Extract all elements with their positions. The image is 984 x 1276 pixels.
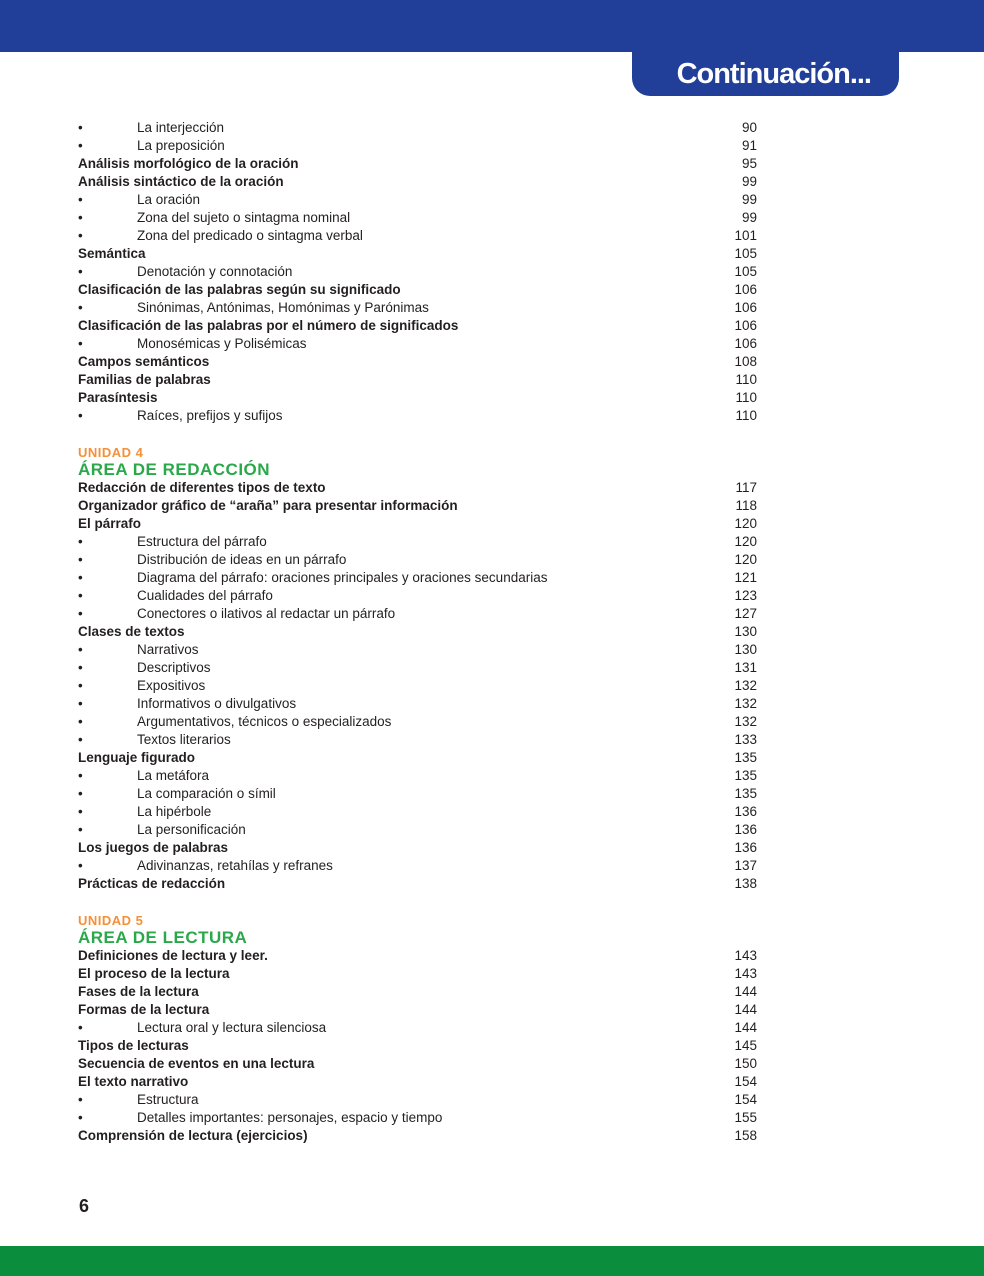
unit-section (78, 913, 778, 1145)
toc-entry-page: 123 (734, 588, 757, 603)
unit-section (78, 445, 778, 893)
toc-entry-page: 105 (734, 246, 757, 261)
bullet-icon: • (78, 642, 83, 657)
toc-entry-label: Detalles importantes: personajes, espacio y tiempo (137, 1110, 443, 1125)
bullet-icon: • (78, 606, 83, 621)
toc-subentry (78, 1109, 778, 1127)
bullet-icon: • (78, 660, 83, 675)
toc-entry (78, 965, 778, 983)
toc-entry-label: Parasíntesis (78, 390, 158, 405)
toc-subentry (78, 263, 778, 281)
footer-band (0, 1246, 984, 1276)
toc-entry-label: Textos literarios (137, 732, 231, 747)
bullet-icon: • (78, 210, 83, 225)
bullet-icon: • (78, 138, 83, 153)
bullet-icon: • (78, 300, 83, 315)
toc-entry-page: 130 (734, 642, 757, 657)
toc-entry-page: 106 (734, 318, 757, 333)
toc-entry-page: 136 (734, 840, 757, 855)
toc-subentry (78, 857, 778, 875)
header-band (0, 0, 984, 52)
toc-entry (78, 497, 778, 515)
toc-entry-label: Estructura del párrafo (137, 534, 267, 549)
toc-subentry (78, 641, 778, 659)
table-of-contents (78, 119, 778, 1145)
bullet-icon: • (78, 120, 83, 135)
toc-entry-page: 135 (734, 768, 757, 783)
toc-entry-label: Expositivos (137, 678, 206, 693)
page-number: 6 (79, 1196, 90, 1216)
toc-entry-label: El proceso de la lectura (78, 966, 230, 981)
bullet-icon: • (78, 804, 83, 819)
toc-subentry (78, 569, 778, 587)
toc-entry-label: La oración (137, 192, 201, 207)
bullet-icon: • (78, 588, 83, 603)
toc-entry-page: 90 (741, 120, 757, 135)
toc-entry (78, 947, 778, 965)
toc-entry-page: 143 (734, 966, 757, 981)
toc-entry-page: 132 (734, 696, 757, 711)
toc-entry-label: Lenguaje figurado (78, 750, 196, 765)
intro-toc-list (78, 119, 778, 425)
toc-entry (78, 389, 778, 407)
toc-entry-page: 158 (734, 1128, 757, 1143)
toc-entry-label: Monosémicas y Polisémicas (137, 336, 307, 351)
toc-entry-page: 133 (734, 732, 757, 747)
toc-entry-page: 99 (741, 210, 757, 225)
toc-entry-page: 138 (734, 876, 757, 891)
toc-entry-page: 120 (734, 552, 757, 567)
toc-entry-label: Organizador gráfico de “araña” para presentar información (78, 498, 458, 513)
toc-entry (78, 1055, 778, 1073)
toc-subentry (78, 1091, 778, 1109)
bullet-icon: • (78, 552, 83, 567)
toc-entry-page: 108 (734, 354, 757, 369)
toc-entry-page: 132 (734, 714, 757, 729)
toc-entry-label: Descriptivos (137, 660, 211, 675)
toc-entry-page: 117 (735, 480, 757, 495)
toc-entry-label: Cualidades del párrafo (137, 588, 273, 603)
toc-entry-label: Comprensión de lectura (ejercicios) (78, 1128, 308, 1143)
toc-entry-label: Análisis sintáctico de la oración (78, 174, 284, 189)
toc-entry-label: Argumentativos, técnicos o especializados (137, 714, 392, 729)
toc-entry-label: El párrafo (78, 516, 142, 531)
toc-entry-page: 106 (734, 282, 757, 297)
toc-entry (78, 353, 778, 371)
toc-subentry (78, 677, 778, 695)
bullet-icon: • (78, 714, 83, 729)
toc-entry-label: Semántica (78, 246, 146, 261)
bullet-icon: • (78, 822, 83, 837)
toc-subentry (78, 821, 778, 839)
toc-entry-label: Clasificación de las palabras por el número de significados (78, 318, 459, 333)
toc-entry-label: Narrativos (137, 642, 199, 657)
bullet-icon: • (78, 786, 83, 801)
toc-entry-label: La interjección (137, 120, 225, 135)
toc-entry (78, 281, 778, 299)
toc-entry (78, 839, 778, 857)
units-container (78, 445, 778, 1145)
toc-subentry (78, 119, 778, 137)
toc-entry-label: Clases de textos (78, 624, 185, 639)
toc-subentry (78, 137, 778, 155)
toc-subentry (78, 209, 778, 227)
toc-entry (78, 173, 778, 191)
toc-entry (78, 1001, 778, 1019)
toc-entry-page: 99 (741, 174, 757, 189)
toc-entry-page: 127 (734, 606, 757, 621)
toc-entry (78, 749, 778, 767)
toc-entry-label: Adivinanzas, retahílas y refranes (137, 858, 333, 873)
toc-entry-label: Redacción de diferentes tipos de texto (78, 480, 326, 495)
toc-subentry (78, 227, 778, 245)
toc-entry-page: 121 (734, 570, 757, 585)
toc-entry-page: 106 (734, 300, 757, 315)
toc-entry-page: 118 (735, 498, 757, 513)
toc-entry-label: Zona del sujeto o sintagma nominal (137, 210, 351, 225)
unit-title: ÁREA DE REDACCIÓN (78, 460, 271, 479)
bullet-icon: • (78, 678, 83, 693)
bullet-icon: • (78, 1092, 83, 1107)
toc-entry-label: Raíces, prefijos y sufijos (137, 408, 283, 423)
toc-entry-label: Fases de la lectura (78, 984, 199, 999)
toc-subentry (78, 299, 778, 317)
toc-entry (78, 875, 778, 893)
toc-entry-label: Análisis morfológico de la oración (78, 156, 299, 171)
bullet-icon: • (78, 264, 83, 279)
toc-subentry (78, 605, 778, 623)
bullet-icon: • (78, 534, 83, 549)
bullet-icon: • (78, 570, 83, 585)
toc-subentry (78, 533, 778, 551)
toc-entry-label: Denotación y connotación (137, 264, 293, 279)
unit-number-label: UNIDAD 5 (78, 913, 144, 928)
toc-entry-page: 105 (734, 264, 757, 279)
bullet-icon: • (78, 1110, 83, 1125)
toc-entry-page: 120 (734, 534, 757, 549)
toc-subentry (78, 803, 778, 821)
toc-subentry (78, 191, 778, 209)
toc-subentry (78, 335, 778, 353)
toc-entry-label: Sinónimas, Antónimas, Homónimas y Parónimas (137, 300, 429, 315)
toc-entry-label: Conectores o ilativos al redactar un párrafo (137, 606, 396, 621)
bullet-icon: • (78, 1020, 83, 1035)
bullet-icon: • (78, 228, 83, 243)
unit-number-label: UNIDAD 4 (78, 445, 144, 460)
toc-entry (78, 317, 778, 335)
toc-entry-label: Informativos o divulgativos (137, 696, 297, 711)
toc-entry (78, 1073, 778, 1091)
toc-entry-page: 91 (741, 138, 757, 153)
toc-entry-page: 95 (741, 156, 757, 171)
toc-entry-page: 135 (734, 786, 757, 801)
toc-entry-label: Los juegos de palabras (78, 840, 229, 855)
toc-entry-page: 110 (735, 372, 757, 387)
toc-entry (78, 1037, 778, 1055)
toc-entry-label: Diagrama del párrafo: oraciones principales y oraciones secundarias (137, 570, 548, 585)
toc-entry-label: Zona del predicado o sintagma verbal (137, 228, 363, 243)
header-tab (632, 52, 899, 96)
toc-entry-page: 101 (734, 228, 757, 243)
toc-entry-page: 144 (734, 984, 757, 999)
toc-entry-label: Tipos de lecturas (78, 1038, 189, 1053)
toc-entry (78, 1127, 778, 1145)
toc-entry-page: 150 (734, 1056, 757, 1071)
toc-subentry (78, 551, 778, 569)
bullet-icon: • (78, 768, 83, 783)
toc-entry-page: 155 (734, 1110, 757, 1125)
toc-entry-label: Distribución de ideas en un párrafo (137, 552, 347, 567)
toc-entry-page: 136 (734, 804, 757, 819)
toc-entry-page: 110 (735, 390, 757, 405)
toc-entry-page: 145 (734, 1038, 757, 1053)
toc-entry-page: 132 (734, 678, 757, 693)
unit-title: ÁREA DE LECTURA (78, 928, 248, 947)
bullet-icon: • (78, 192, 83, 207)
unit-heading (78, 445, 778, 479)
toc-entry-label: La preposición (137, 138, 225, 153)
toc-entry-page: 136 (734, 822, 757, 837)
toc-entry-label: Prácticas de redacción (78, 876, 226, 891)
toc-entry-page: 144 (734, 1002, 757, 1017)
bullet-icon: • (78, 858, 83, 873)
toc-entry-label: Lectura oral y lectura silenciosa (137, 1020, 327, 1035)
toc-entry-label: La comparación o símil (137, 786, 276, 801)
bullet-icon: • (78, 408, 83, 423)
toc-entry-label: La metáfora (137, 768, 210, 783)
toc-entry (78, 479, 778, 497)
toc-subentry (78, 731, 778, 749)
toc-entry-page: 143 (734, 948, 757, 963)
toc-entry-page: 106 (734, 336, 757, 351)
toc-subentry (78, 407, 778, 425)
toc-entry-page: 154 (734, 1092, 757, 1107)
toc-entry (78, 983, 778, 1001)
toc-entry-label: El texto narrativo (78, 1074, 189, 1089)
unit-heading (78, 913, 778, 947)
toc-entry-label: Clasificación de las palabras según su significado (78, 282, 401, 297)
toc-subentry (78, 695, 778, 713)
toc-entry (78, 623, 778, 641)
toc-entry-label: La personificación (137, 822, 246, 837)
toc-subentry (78, 659, 778, 677)
toc-subentry (78, 1019, 778, 1037)
toc-entry (78, 515, 778, 533)
toc-entry-label: Familias de palabras (78, 372, 211, 387)
toc-entry-label: Formas de la lectura (78, 1002, 210, 1017)
toc-entry-page: 130 (734, 624, 757, 639)
toc-entry-page: 131 (734, 660, 757, 675)
toc-subentry (78, 767, 778, 785)
toc-entry-page: 120 (734, 516, 757, 531)
toc-entry-page: 110 (735, 408, 757, 423)
toc-entry (78, 371, 778, 389)
toc-entry-label: Secuencia de eventos en una lectura (78, 1056, 315, 1071)
toc-entry-page: 144 (734, 1020, 757, 1035)
toc-entry-label: La hipérbole (137, 804, 212, 819)
toc-subentry (78, 785, 778, 803)
toc-entry-label: Estructura (137, 1092, 199, 1107)
bullet-icon: • (78, 732, 83, 747)
page-header-title: Continuación... (676, 58, 871, 90)
bullet-icon: • (78, 696, 83, 711)
toc-entry-page: 99 (741, 192, 757, 207)
toc-entry-label: Definiciones de lectura y leer. (78, 948, 268, 963)
toc-entry-page: 137 (734, 858, 757, 873)
toc-entry (78, 245, 778, 263)
toc-subentry (78, 713, 778, 731)
toc-entry (78, 155, 778, 173)
toc-entry-page: 135 (734, 750, 757, 765)
bullet-icon: • (78, 336, 83, 351)
toc-entry-label: Campos semánticos (78, 354, 210, 369)
toc-entry-page: 154 (734, 1074, 757, 1089)
toc-subentry (78, 587, 778, 605)
